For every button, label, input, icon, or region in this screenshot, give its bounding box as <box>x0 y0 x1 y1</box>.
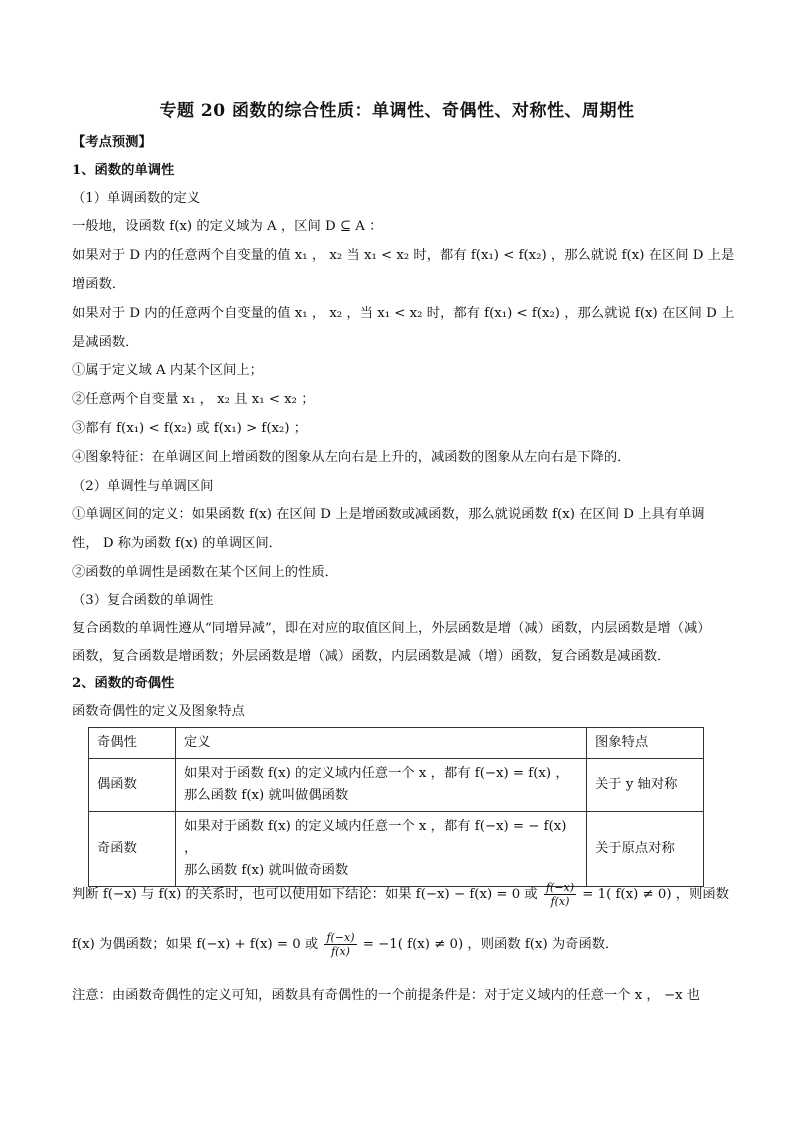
table-row <box>89 812 704 887</box>
subheading-composite: （3）复合函数的单调性 <box>72 593 214 608</box>
definition-line: 如果对于函数 f(x) 的定义域内任意一个 x ，都有 f(−x) = − f(x) ， <box>184 819 567 856</box>
paragraph-line: 一般地，设函数 f(x) 的定义域为 A ，区间 D ⊆ A ： <box>72 219 383 234</box>
paragraph-line: 注意：由函数奇偶性的定义可知，函数具有奇偶性的一个前提条件是：对于定义域内的任意一个 x ， −x 也 <box>72 988 701 1003</box>
definition-line: 那么函数 f(x) 就叫做偶函数 <box>184 788 349 803</box>
section-label-kaodian: 【考点预测】 <box>72 135 152 150</box>
table-header-row <box>89 728 704 759</box>
fraction <box>324 931 356 958</box>
paragraph-line: 函数，复合函数是增函数；外层函数是增（减）函数，内层函数是减（增）函数，复合函数是减函数． <box>72 649 671 664</box>
table-header-cell: 奇偶性 <box>89 728 176 759</box>
text-segment: f(x) 为偶函数；如果 f(−x) + f(x) = 0 或 <box>72 937 319 952</box>
text-segment: = 1( f(x) ≠ 0) ，则函数 <box>582 887 729 902</box>
paragraph-line: ②函数的单调性是函数在某个区间上的性质． <box>72 565 338 580</box>
fraction-denominator: f(x) <box>550 895 570 908</box>
fraction <box>544 881 576 908</box>
table-cell-name: 奇函数 <box>89 812 176 887</box>
paragraph-line: 是减函数． <box>72 335 139 350</box>
paragraph-line <box>72 880 729 910</box>
parity-table <box>88 727 704 887</box>
list-item: ③都有 f(x₁) < f(x₂) 或 f(x₁) > f(x₂) ； <box>72 421 308 436</box>
table-header-cell: 图象特点 <box>587 728 704 759</box>
paragraph-line: 增函数． <box>72 277 126 292</box>
list-item: ①属于定义域 A 内某个区间上； <box>72 363 263 378</box>
paragraph-line: 性， D 称为函数 f(x) 的单调区间． <box>72 536 282 551</box>
paragraph-line: 如果对于 D 内的任意两个自变量的值 x₁ ， x₂ 当 x₁ < x₂ 时，都有 f(x₁) < f(x₂) ，那么就说 f(x) 在区间 D 上是 <box>72 248 735 263</box>
table-caption: 函数奇偶性的定义及图象特点 <box>72 704 245 719</box>
paragraph-line: ①单调区间的定义：如果函数 f(x) 在区间 D 上是增函数或减函数，那么就说函数 f(x) 在区间 D 上具有单调 <box>72 507 705 522</box>
paragraph-line <box>72 930 618 960</box>
subheading-monotone-definition: （1）单调函数的定义 <box>72 191 201 206</box>
fraction-denominator: f(x) <box>331 945 350 958</box>
list-item: ④图象特征：在单调区间上增函数的图象从左向右是上升的，减函数的图象从左向右是下降的． <box>72 450 631 465</box>
page-title: 专题 20 函数的综合性质：单调性、奇偶性、对称性、周期性 <box>159 101 635 121</box>
subheading-monotone-interval: （2）单调性与单调区间 <box>72 479 214 494</box>
heading-monotonicity: 1、函数的单调性 <box>72 163 175 178</box>
table-header-cell: 定义 <box>176 728 587 759</box>
table-cell-feature: 关于原点对称 <box>587 812 704 887</box>
heading-parity: 2、函数的奇偶性 <box>72 676 175 691</box>
table-row <box>89 759 704 812</box>
definition-line: 那么函数 f(x) 就叫做奇函数 <box>184 863 349 878</box>
text-segment: 判断 f(−x) 与 f(x) 的关系时，也可以使用如下结论：如果 f(−x) − f(x) = 0 或 <box>72 887 538 902</box>
table-cell-name: 偶函数 <box>89 759 176 812</box>
list-item: ②任意两个自变量 x₁ ， x₂ 且 x₁ < x₂ ； <box>72 392 315 407</box>
table-cell-definition <box>176 759 587 812</box>
table-cell-feature: 关于 y 轴对称 <box>587 759 704 812</box>
table-cell-definition <box>176 812 587 887</box>
fraction-numerator: f(−x) <box>326 931 355 944</box>
definition-line: 如果对于函数 f(x) 的定义域内任意一个 x ，都有 f(−x) = f(x) ， <box>184 766 569 781</box>
paragraph-line: 如果对于 D 内的任意两个自变量的值 x₁ ， x₂ ，当 x₁ < x₂ 时，都有 f(x₁) < f(x₂) ，那么就说 f(x) 在区间 D 上 <box>72 306 735 321</box>
fraction-numerator: f(−x) <box>545 881 575 894</box>
text-segment: = −1( f(x) ≠ 0) ，则函数 f(x) 为奇函数． <box>362 937 619 952</box>
paragraph-line: 复合函数的单调性遵从“同增异减”，即在对应的取值区间上，外层函数是增（减）函数，内层函数是增（减） <box>72 621 711 636</box>
